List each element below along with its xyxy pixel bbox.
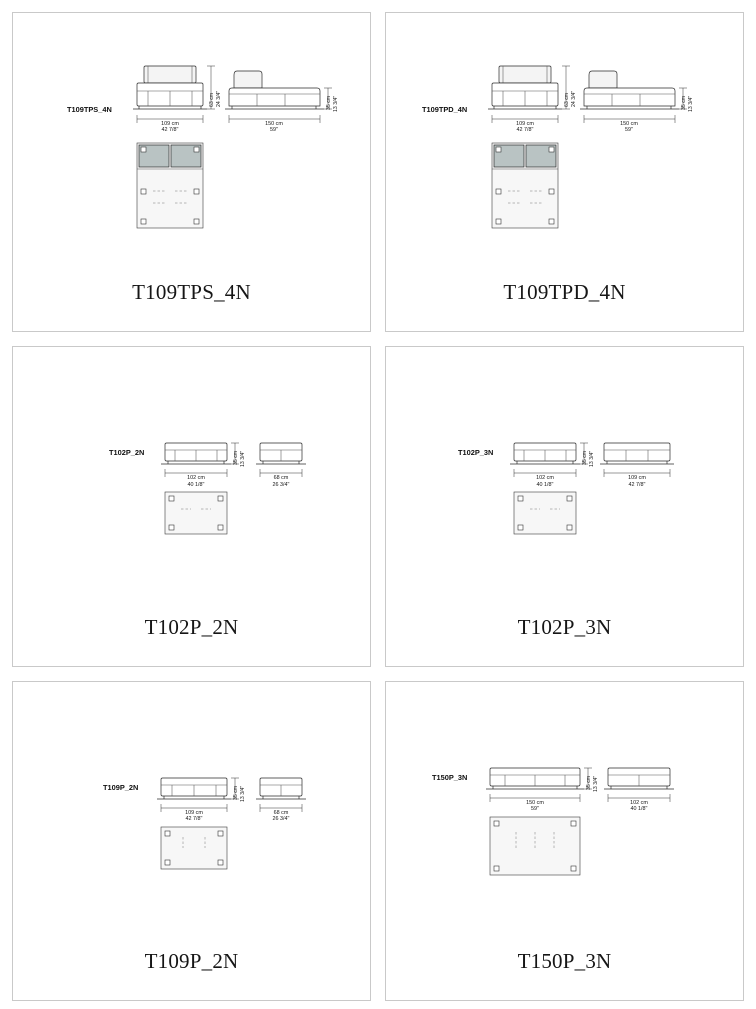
front-width-dim: 109 cm 42 7/8": [161, 121, 179, 134]
front-height-dim-in: 13 3/4": [593, 775, 599, 792]
front-height-dim-cm: 63 cm: [209, 92, 215, 107]
module-caption: T102P_2N: [144, 614, 239, 639]
module-card-t109p-2n[interactable]: [12, 681, 371, 1001]
side-width-dim: 150 cm 59": [620, 121, 638, 134]
side-height-dim-in: 13 3/4": [688, 95, 694, 112]
front-height-dim-in: 24 3/4": [216, 90, 222, 107]
side-width-dim: 68 cm 26 3/4": [272, 475, 290, 488]
module-card-t102p-3n[interactable]: [385, 346, 744, 666]
front-width-dim: 102 cm 40 1/8": [187, 475, 205, 488]
front-height-dim-in: 13 3/4": [240, 451, 246, 468]
module-drawing-t102p-2n: [13, 347, 370, 614]
module-drawing-t109tpd-4n: [386, 13, 743, 280]
front-height-dim-cm: 35 cm: [233, 785, 239, 800]
front-height-dim-cm: 35 cm: [233, 451, 239, 466]
module-code-label: T150P_3N: [432, 772, 468, 782]
module-drawing-t150p-3n: [386, 682, 743, 949]
module-code-label: T102P_3N: [458, 448, 494, 458]
front-width-dim: 109 cm 42 7/8": [516, 121, 534, 134]
module-drawing-t102p-3n: [386, 347, 743, 614]
module-code-label: T109TPS_4N: [67, 105, 112, 114]
module-drawing-t109tps-4n: [13, 13, 370, 280]
side-width-dim: 109 cm 42 7/8": [628, 475, 646, 488]
module-caption: T109TPD_4N: [503, 280, 626, 305]
side-height-dim-in: 13 3/4": [333, 95, 339, 112]
side-height-dim-cm: 35 cm: [326, 95, 332, 110]
module-drawing-t109p-2n: [13, 682, 370, 949]
front-height-dim-in: 13 3/4": [240, 785, 246, 802]
module-code-label: T102P_2N: [109, 448, 145, 458]
module-card-t102p-2n[interactable]: [12, 346, 371, 666]
side-height-dim-cm: 35 cm: [681, 95, 687, 110]
front-height-dim-in: 24 3/4": [571, 90, 577, 107]
module-card-t109tps-4n[interactable]: [12, 12, 371, 332]
module-card-t150p-3n[interactable]: [385, 681, 744, 1001]
module-code-label: T109P_2N: [103, 782, 139, 792]
elevation-views: [386, 682, 746, 912]
side-width-dim: 102 cm 40 1/8": [630, 799, 648, 813]
front-height-dim-cm: 35 cm: [586, 775, 592, 790]
front-height-dim-cm: 63 cm: [564, 92, 570, 107]
elevation-views: [386, 347, 746, 577]
front-width-dim: 102 cm 40 1/8": [536, 475, 554, 488]
module-code-label: T109TPD_4N: [422, 105, 468, 114]
front-width-dim: 109 cm 42 7/8": [185, 809, 203, 823]
module-caption: T150P_3N: [517, 949, 612, 973]
module-card-t109tpd-4n[interactable]: [385, 12, 744, 332]
front-width-dim: 150 cm 59": [526, 799, 544, 813]
elevation-views: [13, 682, 373, 912]
front-height-dim-cm: 35 cm: [582, 451, 588, 466]
module-caption: T109P_2N: [144, 949, 239, 973]
module-caption: T109TPS_4N: [132, 280, 251, 305]
side-width-dim: 68 cm 26 3/4": [272, 809, 290, 823]
side-width-dim: 150 cm 59": [265, 121, 283, 134]
module-caption: T102P_3N: [517, 614, 612, 639]
front-height-dim-in: 13 3/4": [589, 451, 595, 468]
elevation-views: [13, 347, 373, 577]
